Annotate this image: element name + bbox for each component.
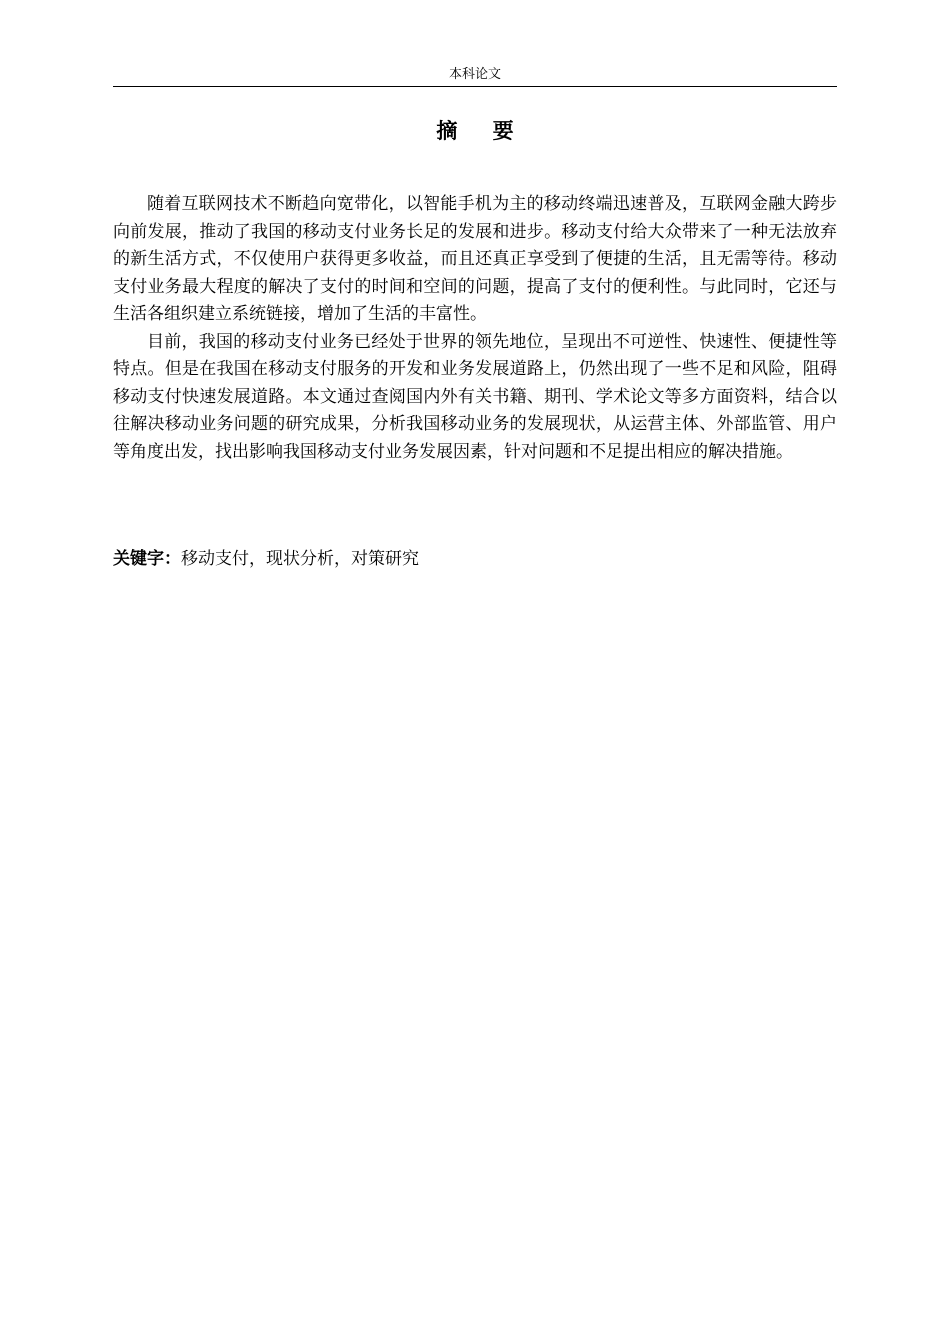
- abstract-paragraph: 随着互联网技术不断趋向宽带化，以智能手机为主的移动终端迅速普及，互联网金融大跨步向前发展，推动了我国的移动支付业务长足的发展和进步。移动支付给大众带来了一种无法放弃的新生活方式，不仅使用户获得更多收益，而且还真正享受到了便捷的生活，且无需等待。移动支付业务最大程度的解决了支付的时间和空间的问题，提高了支付的便利性。与此同时，它还与生活各组织建立系统链接，增加了生活的丰富性。: [113, 194, 837, 324]
- header-rule: [113, 86, 837, 87]
- abstract-paragraph: 目前，我国的移动支付业务已经处于世界的领先地位，呈现出不可逆性、快速性、便捷性等特点。但是在我国在移动支付服务的开发和业务发展道路上，仍然出现了一些不足和风险，阻碍移动支付快速发展道路。本文通过查阅国内外有关书籍、期刊、学术论文等多方面资料，结合以往解决移动业务问题的研究成果，分析我国移动业务的发展现状，从运营主体、外部监管、用户等角度出发，找出影响我国移动支付业务发展因素，针对问题和不足提出相应的解决措施。: [113, 331, 837, 462]
- keywords-line: [113, 546, 837, 573]
- keywords-label: 关键字：: [113, 549, 181, 569]
- abstract-body: [113, 191, 837, 466]
- keywords-value: 移动支付，现状分析，对策研究: [181, 549, 419, 569]
- abstract-title: 摘 要: [436, 119, 528, 143]
- running-header: 本科论文: [448, 67, 501, 82]
